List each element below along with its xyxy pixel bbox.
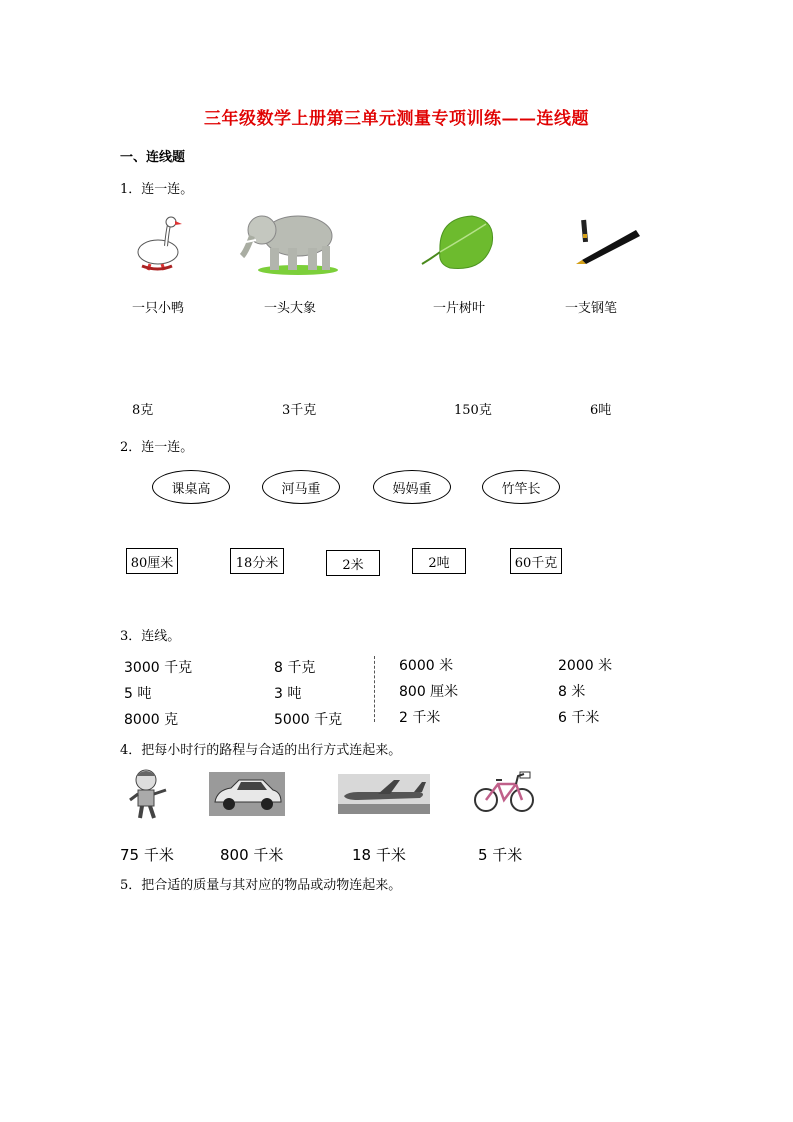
q2-oval: 妈妈重: [373, 470, 451, 504]
q1-weight: 150克: [454, 403, 492, 418]
bicycle-image: [472, 770, 536, 814]
q4-prompt: 4．把每小时行的路程与合适的出行方式连起来。: [120, 743, 402, 758]
q3-col2-item: 3 吨: [274, 686, 302, 702]
q3-col4-item: 2000 米: [558, 658, 613, 674]
q1-prompt: 1．连一连。: [120, 182, 194, 197]
q3-col3-item: 800 厘米: [399, 684, 459, 700]
q1-item-pen: 一支钢笔: [565, 301, 618, 316]
q3-col2-item: 8 千克: [274, 660, 316, 676]
q3-divider: [374, 656, 375, 722]
q2-box: 80厘米: [126, 548, 178, 574]
q2-oval: 课桌高: [152, 470, 230, 504]
q2-oval: 竹竿长: [482, 470, 560, 504]
page-title: 三年级数学上册第三单元测量专项训练——连线题: [204, 109, 589, 129]
section-heading: 一、连线题: [120, 150, 186, 165]
q1-weight: 6吨: [590, 403, 612, 418]
q4-speed: 5 千米: [478, 846, 523, 864]
q2-box: 18分米: [230, 548, 284, 574]
q2-box: 60千克: [510, 548, 562, 574]
q3-prompt: 3．连线。: [120, 629, 181, 644]
q1-weight: 3千克: [282, 403, 317, 418]
car-image: [209, 772, 285, 816]
q5-prompt: 5．把合适的质量与其对应的物品或动物连起来。: [120, 878, 402, 893]
q2-box: 2米: [326, 550, 380, 576]
pen-image: [572, 216, 642, 266]
q3-col3-item: 6000 米: [399, 658, 454, 674]
q3-col3-item: 2 千米: [399, 710, 441, 726]
walking-boy-image: [126, 768, 170, 820]
q1-item-leaf: 一片树叶: [433, 301, 486, 316]
q3-col1-item: 5 吨: [124, 686, 152, 702]
airplane-image: [338, 774, 430, 814]
duck-image: [128, 212, 184, 272]
q3-col4-item: 6 千米: [558, 710, 600, 726]
q2-box: 2吨: [412, 548, 466, 574]
q3-col1-item: 3000 千克: [124, 660, 193, 676]
q2-oval: 河马重: [262, 470, 340, 504]
elephant-image: [238, 206, 338, 276]
q1-weight: 8克: [132, 403, 154, 418]
q4-speed: 800 千米: [220, 846, 284, 864]
q3-col4-item: 8 米: [558, 684, 586, 700]
q1-item-elephant: 一头大象: [264, 301, 317, 316]
leaf-image: [420, 214, 496, 276]
q1-item-duck: 一只小鸭: [132, 301, 185, 316]
q4-speed: 18 千米: [352, 846, 406, 864]
q2-prompt: 2．连一连。: [120, 440, 194, 455]
q3-col1-item: 8000 克: [124, 712, 179, 728]
q4-speed: 75 千米: [120, 846, 174, 864]
q3-col2-item: 5000 千克: [274, 712, 343, 728]
